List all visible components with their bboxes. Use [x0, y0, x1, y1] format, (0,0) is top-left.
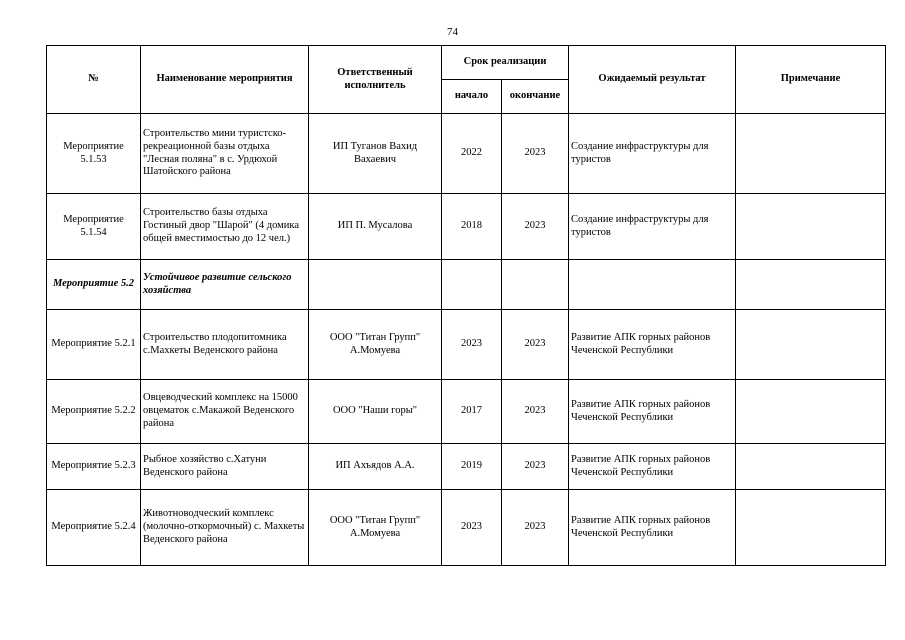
table-row	[47, 310, 886, 380]
header-start: начало	[442, 80, 502, 114]
section-note	[736, 260, 886, 310]
activity-responsible: ИП П. Мусалова	[309, 194, 442, 260]
header-responsible: Ответственный исполнитель	[309, 46, 442, 114]
activity-result: Развитие АПК горных районов Чеченской Республики	[569, 380, 736, 444]
header-expected-result: Ожидаемый результат	[569, 46, 736, 114]
activity-start: 2018	[442, 194, 502, 260]
section-end	[502, 260, 569, 310]
table-row	[47, 444, 886, 490]
header-number: №	[47, 46, 141, 114]
activity-name: Строительство мини туристско-рекреационной базы отдыха "Лесная поляна" в с. Урдюхой Шатойского района	[141, 114, 309, 194]
table-row	[47, 490, 886, 566]
activity-end: 2023	[502, 114, 569, 194]
activity-result: Развитие АПК горных районов Чеченской Республики	[569, 444, 736, 490]
activity-number: Мероприятие 5.2.1	[47, 310, 141, 380]
activity-note	[736, 380, 886, 444]
table-row	[47, 194, 886, 260]
section-row	[47, 260, 886, 310]
activity-responsible: ООО "Титан Групп" А.Момуева	[309, 310, 442, 380]
activities-table	[46, 45, 886, 566]
activity-responsible: ООО "Наши горы"	[309, 380, 442, 444]
activity-result: Создание инфраструктуры для туристов	[569, 194, 736, 260]
activity-start: 2023	[442, 490, 502, 566]
table-row	[47, 114, 886, 194]
section-name: Устойчивое развитие сельского хозяйства	[141, 260, 309, 310]
activity-start: 2019	[442, 444, 502, 490]
activity-name: Строительство базы отдыха Гостиный двор "Шарой" (4 домика общей вместимостью до 12 чел.)	[141, 194, 309, 260]
activity-start: 2022	[442, 114, 502, 194]
header-note: Примечание	[736, 46, 886, 114]
activity-number: Мероприятие 5.1.53	[47, 114, 141, 194]
activity-result: Развитие АПК горных районов Чеченской Республики	[569, 310, 736, 380]
page-number: 74	[447, 26, 458, 38]
activity-end: 2023	[502, 310, 569, 380]
activity-end: 2023	[502, 490, 569, 566]
activity-number: Мероприятие 5.2.3	[47, 444, 141, 490]
activity-note	[736, 490, 886, 566]
activity-note	[736, 444, 886, 490]
activity-number: Мероприятие 5.2.2	[47, 380, 141, 444]
activity-responsible: ИП Ахъядов А.А.	[309, 444, 442, 490]
section-number: Мероприятие 5.2	[47, 260, 141, 310]
activity-start: 2023	[442, 310, 502, 380]
activity-note	[736, 194, 886, 260]
section-start	[442, 260, 502, 310]
activity-end: 2023	[502, 444, 569, 490]
section-result	[569, 260, 736, 310]
activity-result: Развитие АПК горных районов Чеченской Республики	[569, 490, 736, 566]
activity-note	[736, 310, 886, 380]
activity-end: 2023	[502, 380, 569, 444]
activity-number: Мероприятие 5.1.54	[47, 194, 141, 260]
section-responsible	[309, 260, 442, 310]
activity-responsible: ИП Туганов Вахид Вахаевич	[309, 114, 442, 194]
activity-result: Создание инфраструктуры для туристов	[569, 114, 736, 194]
activity-name: Строительство плодопитомника с.Махкеты Веденского района	[141, 310, 309, 380]
header-period: Срок реализации	[442, 46, 569, 80]
activity-end: 2023	[502, 194, 569, 260]
activity-name: Животноводческий комплекс (молочно-откормочный) с. Махкеты Веденского района	[141, 490, 309, 566]
table-row	[47, 380, 886, 444]
header-end: окончание	[502, 80, 569, 114]
activity-start: 2017	[442, 380, 502, 444]
activity-note	[736, 114, 886, 194]
activity-number: Мероприятие 5.2.4	[47, 490, 141, 566]
activity-name: Рыбное хозяйство с.Хатуни Веденского района	[141, 444, 309, 490]
header-activity-name: Наименование мероприятия	[141, 46, 309, 114]
activity-name: Овцеводческий комплекс на 15000 овцематок с.Макажой Веденского района	[141, 380, 309, 444]
activity-responsible: ООО "Титан Групп" А.Момуева	[309, 490, 442, 566]
